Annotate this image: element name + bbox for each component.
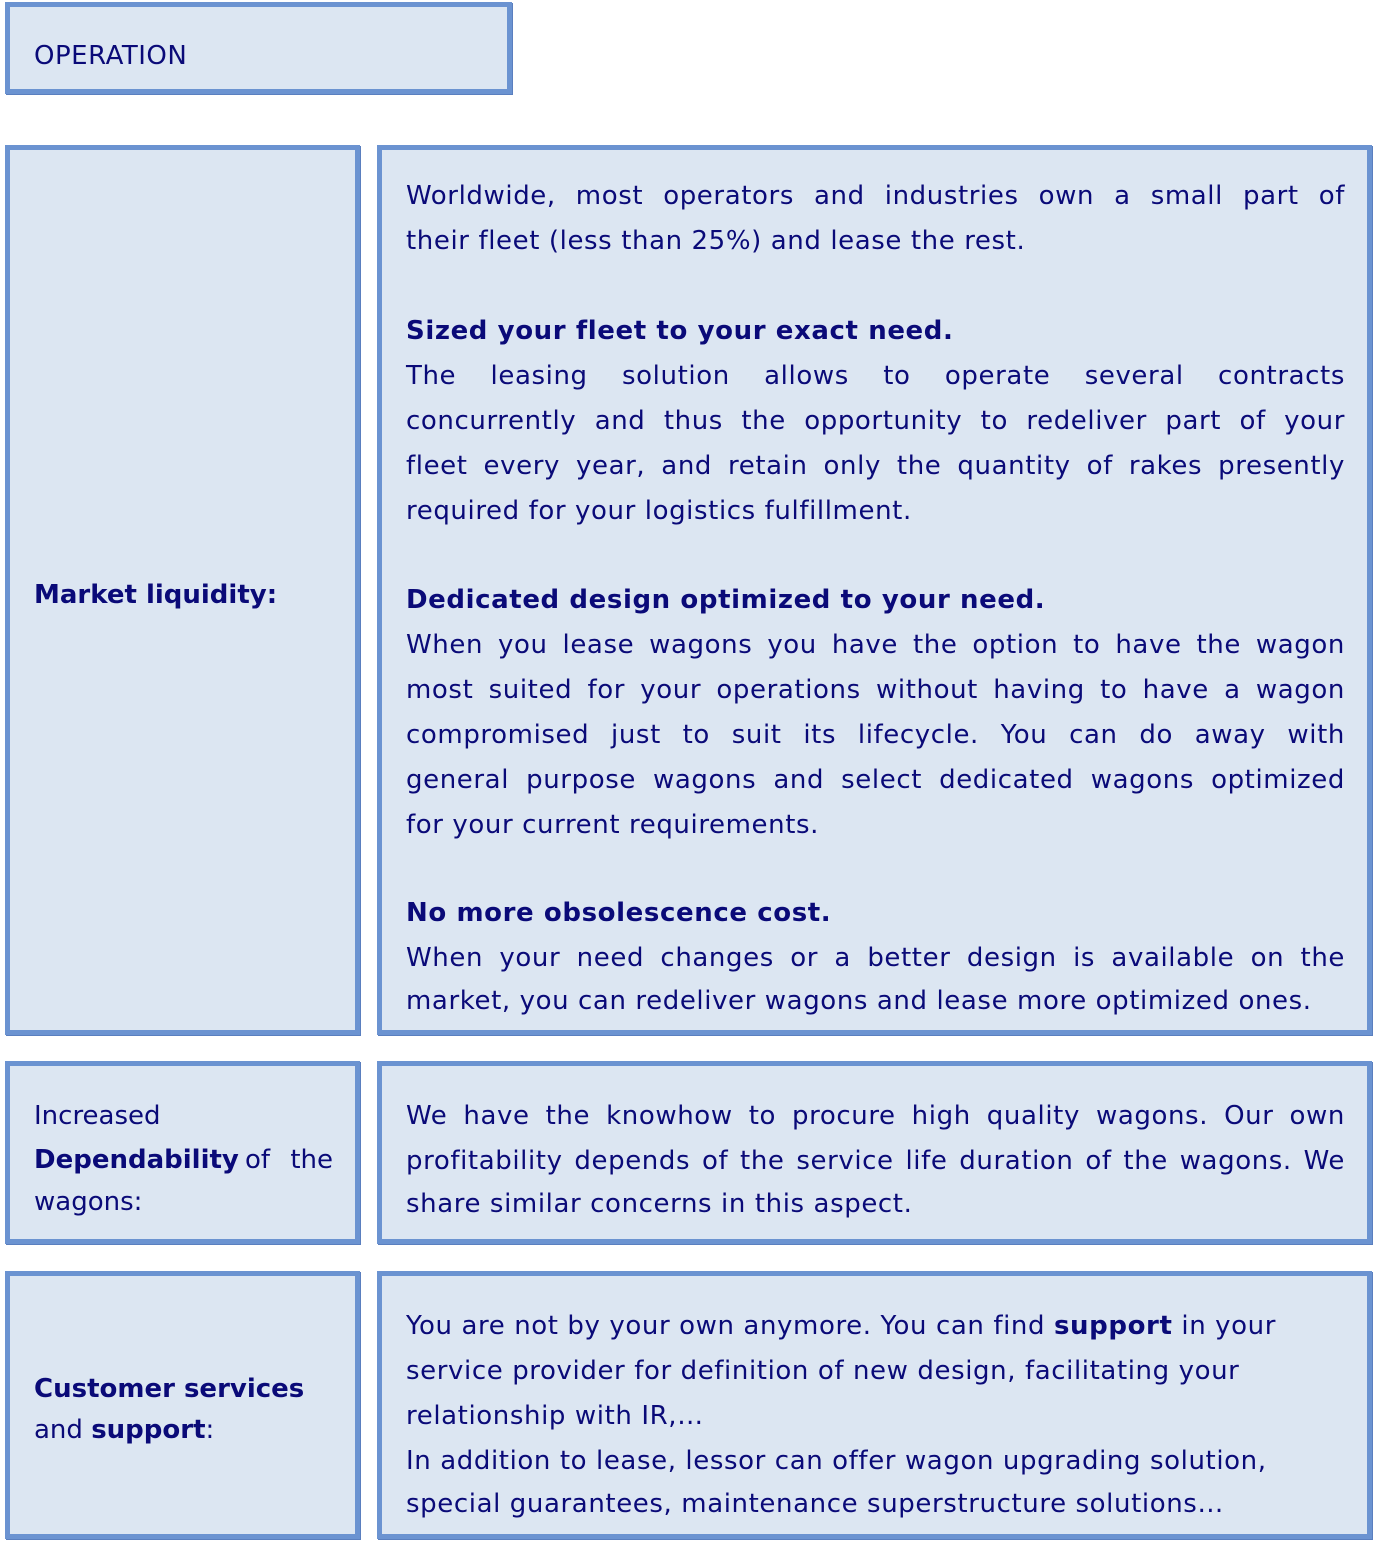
- content-cell-dependability: [377, 1061, 1372, 1244]
- text-line: concurrently and thus the opportunity to redeliver part of your: [406, 406, 1345, 436]
- section-header: [5, 2, 512, 94]
- text-line: fleet every year, and retain only the quantity of rakes presently: [406, 451, 1345, 481]
- label-text: wagons:: [34, 1187, 143, 1217]
- text-line: general purpose wagons and select dedicated wagons optimized: [406, 765, 1345, 795]
- text-line: We have the knowhow to procure high quality wagons. Our own: [406, 1101, 1345, 1131]
- text-line: [406, 1304, 1345, 1349]
- label-text: and: [34, 1415, 92, 1445]
- text-line: When your need changes or a better design is available on the: [406, 943, 1345, 973]
- text-line: most suited for your operations without having to have a wagon: [406, 675, 1345, 705]
- text-line: When you lease wagons you have the option to have the wagon: [406, 630, 1345, 660]
- paragraph-customer-services: [406, 1304, 1345, 1524]
- row-label: [34, 573, 333, 617]
- text-segment: in your: [1172, 1311, 1277, 1341]
- label-text-bold: support: [91, 1415, 206, 1445]
- paragraph-dedicated-design: [406, 578, 1345, 848]
- text-line: special guarantees, maintenance superstructure solutions…: [406, 1489, 1225, 1519]
- text-line: Worldwide, most operators and industries own a small part of: [406, 181, 1345, 211]
- label-line: [34, 1410, 333, 1451]
- text-segment-bold: support: [1053, 1311, 1173, 1341]
- text-line: profitability depends of the service life duration of the wagons. We: [406, 1146, 1345, 1176]
- text-line: their fleet (less than 25%) and lease the rest.: [406, 226, 1026, 256]
- label-cell-market-liquidity: [5, 145, 360, 1035]
- text-line: for your current requirements.: [406, 810, 820, 840]
- content-cell-market-liquidity: [377, 145, 1372, 1035]
- paragraph-intro: [406, 174, 1345, 264]
- label-text: :: [205, 1415, 215, 1445]
- paragraph-heading: Sized your fleet to your exact need.: [406, 316, 954, 346]
- text-line: share similar concerns in this aspect.: [406, 1189, 913, 1219]
- text-line: service provider for definition of new design, facilitating your: [406, 1356, 1240, 1386]
- row-label: [34, 1369, 333, 1451]
- text-line: The leasing solution allows to operate several contracts: [406, 361, 1345, 391]
- label-text: Increased: [34, 1101, 161, 1131]
- content-cell-customer-services: [377, 1271, 1372, 1539]
- text-line: market, you can redeliver wagons and lease more optimized ones.: [406, 986, 1312, 1016]
- label-text: of the: [245, 1145, 333, 1175]
- paragraph-dependability: [406, 1094, 1345, 1224]
- row-label: [34, 1094, 333, 1222]
- paragraph-sized-fleet: [406, 309, 1345, 534]
- label-text-bold: Dependability: [34, 1145, 239, 1175]
- paragraph-obsolescence: [406, 891, 1345, 1021]
- label-cell-dependability: [5, 1061, 360, 1244]
- text-line: required for your logistics fulfillment.: [406, 496, 912, 526]
- paragraph-heading: Dedicated design optimized to your need.: [406, 585, 1046, 615]
- text-segment: You are not by your own anymore. You can find: [406, 1311, 1054, 1341]
- text-line: compromised just to suit its lifecycle. You can do away with: [406, 720, 1345, 750]
- label-text: Market liquidity:: [34, 580, 278, 610]
- label-cell-customer-services: [5, 1271, 360, 1539]
- text-line: relationship with IR,…: [406, 1401, 704, 1431]
- label-line: [34, 1138, 333, 1182]
- paragraph-heading: No more obsolescence cost.: [406, 898, 832, 928]
- text-line: In addition to lease, lessor can offer wagon upgrading solution,: [406, 1446, 1267, 1476]
- section-title: OPERATION: [34, 41, 188, 71]
- label-text-bold: Customer services: [34, 1374, 305, 1404]
